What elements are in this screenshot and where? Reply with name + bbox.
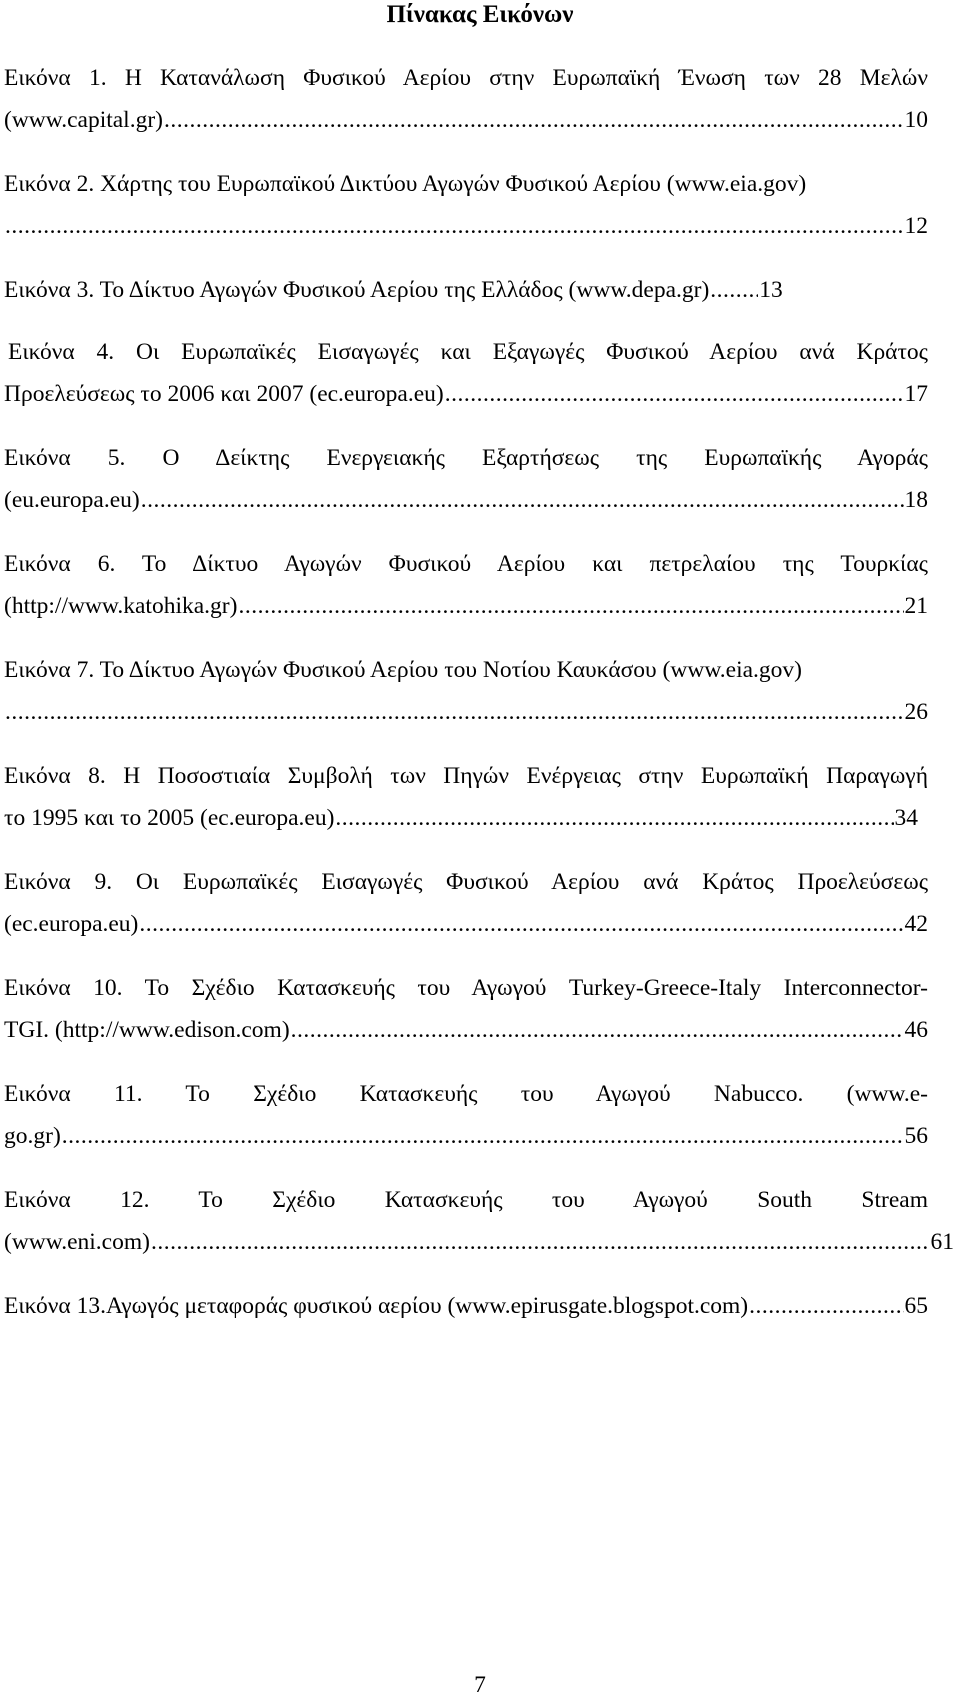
figure-entry-3 — [4, 274, 928, 306]
figure-entry-6 — [4, 548, 928, 622]
entry-continuation — [4, 908, 928, 940]
entry-continuation — [4, 802, 918, 834]
entry-page-number: 46 — [904, 1017, 928, 1043]
entry-page-number: 12 — [904, 213, 928, 239]
leader-dots — [238, 590, 903, 622]
entry-caption-line — [4, 1290, 928, 1322]
figure-entry-13 — [4, 1290, 928, 1322]
entry-continuation — [4, 210, 928, 242]
entry-caption: Εικόνα 1. Η Κατανάλωση Φυσικού Αερίου στην Ευρωπαϊκή Ένωση των 28 Μελών — [4, 65, 928, 91]
figure-entry-10 — [4, 972, 928, 1046]
entry-source: (eu.europa.eu) — [4, 487, 140, 513]
entry-source: (http://www.katohika.gr) — [4, 593, 238, 619]
page-title: Πίνακας Εικόνων — [386, 1, 574, 28]
entry-continuation — [4, 378, 928, 410]
leader-dots — [164, 104, 904, 136]
entry-page-number: 56 — [904, 1123, 928, 1149]
entry-continuation — [4, 484, 928, 516]
leader-dots — [335, 802, 893, 834]
entry-caption: Εικόνα 12. Το Σχέδιο Κατασκευής του Αγωγού South Stream — [4, 1187, 928, 1213]
leader-dots — [445, 378, 904, 410]
entry-page-number: 61 — [930, 1229, 954, 1255]
leader-dots — [710, 274, 758, 306]
figure-entry-8 — [4, 760, 928, 834]
entry-source: (www.eni.com) — [4, 1229, 150, 1255]
figure-entry-1 — [4, 62, 928, 136]
leader-dots — [139, 908, 903, 940]
entry-caption: Εικόνα 11. Το Σχέδιο Κατασκευής του Αγωγού Nabucco. (www.e- — [4, 1081, 928, 1107]
leader-dots — [749, 1290, 903, 1322]
leader-dots — [5, 696, 904, 728]
entry-source: go.gr) — [4, 1123, 61, 1149]
entry-continuation — [4, 696, 928, 728]
leader-dots — [5, 210, 904, 242]
entry-caption: Εικόνα 2. Χάρτης του Ευρωπαϊκού Δικτύου Αγωγών Φυσικού Αερίου (www.eia.gov) — [4, 171, 807, 197]
figure-entry-9 — [4, 866, 928, 940]
figure-entry-4 — [4, 336, 928, 410]
leader-dots — [151, 1226, 930, 1258]
leader-dots — [291, 1014, 904, 1046]
entry-source: (ec.europa.eu) — [4, 911, 139, 937]
figure-entry-5 — [4, 442, 928, 516]
entry-caption: Εικόνα 10. Το Σχέδιο Κατασκευής του Αγωγού Turkey-Greece-Italy Interconnector- — [4, 975, 928, 1001]
leader-dots — [62, 1120, 904, 1152]
entry-page-number: 42 — [904, 911, 928, 937]
entry-source: TGI. (http://www.edison.com) — [4, 1017, 290, 1043]
entry-caption: Εικόνα 13.Αγωγός μεταφοράς φυσικού αερίου (www.epirusgate.blogspot.com) — [4, 1293, 749, 1319]
entry-continuation — [4, 1226, 954, 1258]
entry-source: (www.capital.gr) — [4, 107, 163, 133]
entry-continuation — [4, 1120, 928, 1152]
entry-continuation — [4, 590, 928, 622]
entry-page-number: 17 — [904, 381, 928, 407]
entry-page-number: 21 — [904, 593, 928, 619]
entry-source: Προελεύσεως το 2006 και 2007 (ec.europa.eu) — [4, 381, 444, 407]
entry-caption: Εικόνα 3. Το Δίκτυο Αγωγών Φυσικού Αερίου της Ελλάδος (www.depa.gr) — [4, 277, 710, 303]
entry-caption: Εικόνα 6. Το Δίκτυο Αγωγών Φυσικού Αερίου και πετρελαίου της Τουρκίας — [4, 551, 928, 577]
figure-entry-2 — [4, 168, 928, 242]
entry-page-number: 26 — [904, 699, 928, 725]
footer-page-number: 7 — [474, 1672, 486, 1698]
entry-page-number: 65 — [904, 1293, 928, 1319]
entry-caption-line — [4, 274, 928, 306]
entry-page-number: 13 — [759, 277, 783, 303]
entry-caption: Εικόνα 8. Η Ποσοστιαία Συμβολή των Πηγών Ενέργειας στην Ευρωπαϊκή Παραγωγή — [4, 763, 928, 789]
entry-caption: Εικόνα 7. Το Δίκτυο Αγωγών Φυσικού Αερίου του Νοτίου Καυκάσου (www.eia.gov) — [4, 657, 802, 683]
entry-caption: Εικόνα 5. Ο Δείκτης Ενεργειακής Εξαρτήσεως της Ευρωπαϊκής Αγοράς — [4, 445, 928, 471]
entry-source: το 1995 και το 2005 (ec.europa.eu) — [4, 805, 335, 831]
entry-continuation — [4, 104, 928, 136]
entry-caption: Εικόνα 9. Οι Ευρωπαϊκές Εισαγωγές Φυσικού Αερίου ανά Κράτος Προελεύσεως — [4, 869, 928, 895]
figure-entry-7 — [4, 654, 928, 728]
entry-page-number: 18 — [904, 487, 928, 513]
figure-entry-12 — [4, 1184, 954, 1258]
entry-continuation — [4, 1014, 928, 1046]
figure-entry-11 — [4, 1078, 928, 1152]
leader-dots — [141, 484, 904, 516]
entry-page-number: 10 — [904, 107, 928, 133]
entry-page-number: 34 — [894, 805, 918, 831]
entry-caption: Εικόνα 4. Οι Ευρωπαϊκές Εισαγωγές και Εξαγωγές Φυσικού Αερίου ανά Κράτος — [8, 339, 928, 365]
